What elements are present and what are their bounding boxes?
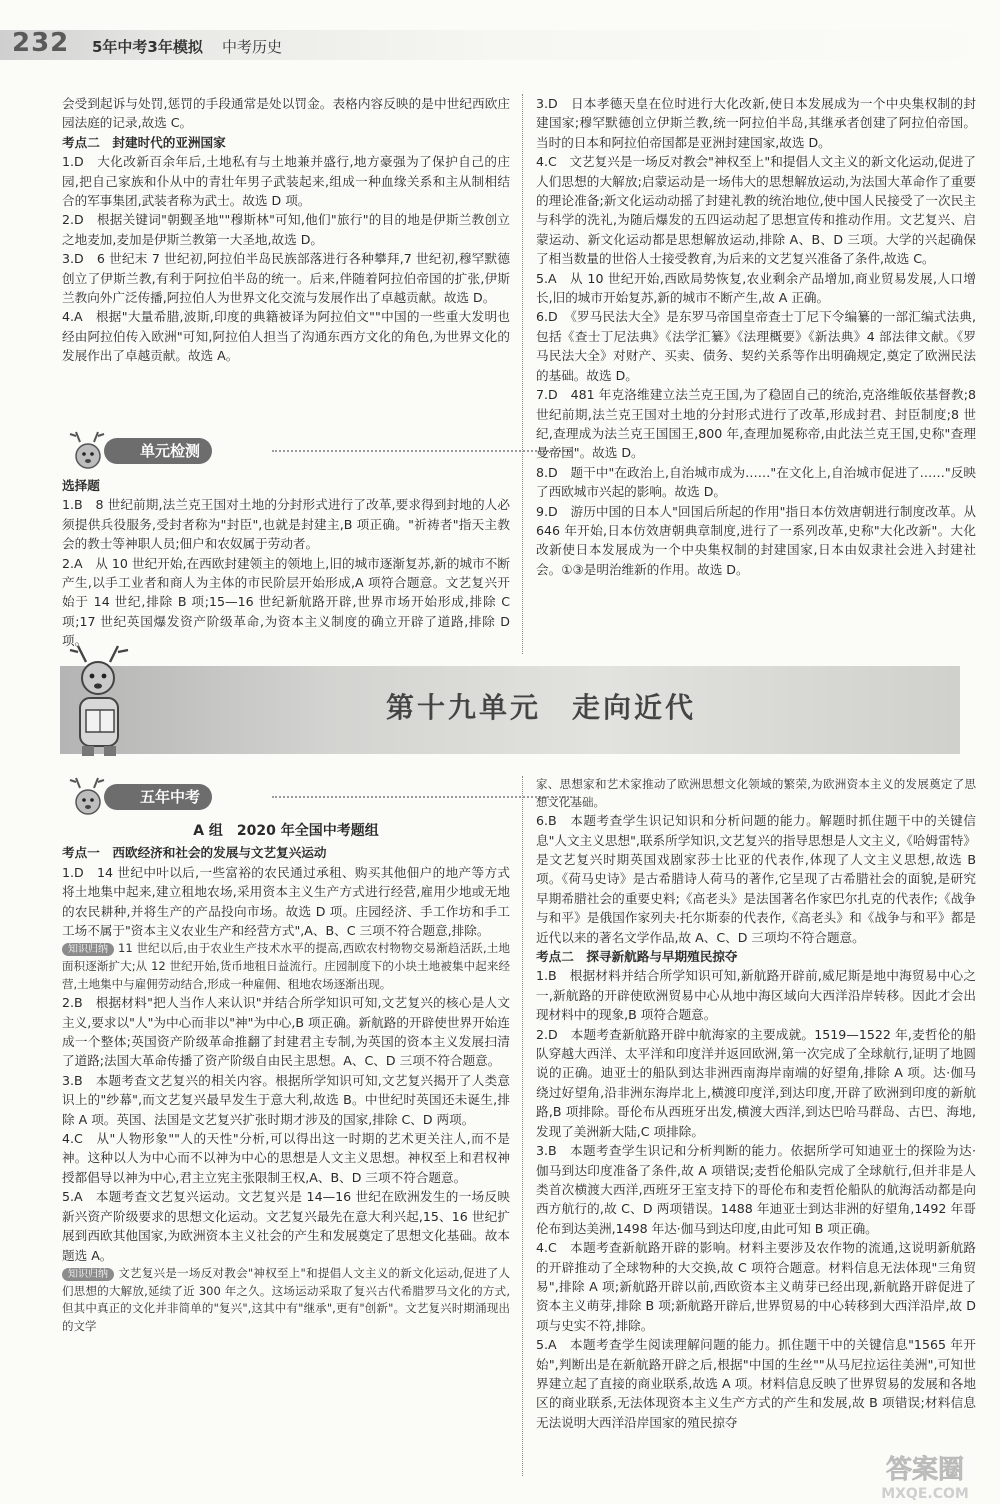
- answer-item: 5.A 本题考查学生阅读理解问题的能力。抓住题干中的关键信息"1565 年开始",判断出是在新航路开辟之后,根据"中国的生丝""从马尼拉运往美洲",可知世界建立起了直接的商业联系,故选 A 项。材料信息反映了世界贸易的发展和各地区的商业联系,无法体现资本主义生产方式的产生和发展,故 B 项错误;材料信息无法说明大西洋沿岸国家的殖民掠夺: [536, 1337, 976, 1430]
- answer-item: 4.C 本题考查新航路开辟的影响。材料主要涉及农作物的流通,这说明新航路的开辟推动了全球物种的大交换,故 C 项符合题意。材料信息无法体现"三角贸易",排除 A 项;新航路开辟以前,西欧资本主义萌芽已经出现,新航路开辟促进了资本主义萌芽,排除 B 项;新航路开辟后,世界贸易的中心转移到大西洋沿岸,故 D 项与史实不符,排除。: [536, 1240, 976, 1333]
- section-heading: 考点二 探寻新航路与早期殖民掠夺: [536, 949, 738, 965]
- unit-test-banner: [62, 430, 512, 474]
- book-subject: 中考历史: [222, 38, 283, 56]
- answer-item: 6.D 《罗马民法大全》是东罗马帝国皇帝查士丁尼下令编纂的一部汇编式法典,包括《查士丁尼法典》《法学汇纂》《法理概要》《新法典》4 部法律文献。《罗马民法大全》对财产、买卖、债务、契约关系等作出明确规定,奠定了欧洲民法的基础。故选 D。: [536, 309, 976, 383]
- note-tag: 知识归纳: [62, 1268, 114, 1281]
- answer-item: 5.A 从 10 世纪开始,西欧局势恢复,农业剩余产品增加,商业贸易发展,人口增长,旧的城市开始复苏,新的城市不断产生,故 A 正确。: [536, 270, 976, 306]
- unit-test-answers: [62, 476, 510, 651]
- reindeer-reading-icon: [66, 644, 136, 764]
- section-heading: 选择题: [62, 478, 100, 493]
- right-column-bottom: [536, 776, 976, 1432]
- column-divider: [522, 776, 523, 1476]
- answer-item: 4.C 从"人物形象""人的天性"分析,可以得出这一时期的艺术更关注人,而不是神。这种以人为中心而不以神为中心的思想是人文主义思想。神权至上和君权神授都倡导以神为中心,君主立宪主张限制王权,A、B、D 三项不符合题意。: [62, 1131, 510, 1185]
- book-brand: 5年中考3年模拟: [92, 38, 203, 56]
- answer-item: 2.D 根据关键词"朝觐圣地""穆斯林"可知,他们"旅行"的目的地是伊斯兰教创立之地麦加,麦加是伊斯兰教第一大圣地,故选 D。: [62, 212, 510, 247]
- knowledge-note: [536, 776, 976, 811]
- answer-item: 5.A 本题考查文艺复兴运动。文艺复兴是 14—16 世纪在欧洲发生的一场反映新兴资产阶级要求的思想文化运动。文艺复兴最先在意大利兴起,15、16 世纪扩展到西欧其他国家,为欧洲资本主义社会的产生和发展奠定了思想文化基础。故本题选 A。: [62, 1189, 510, 1263]
- left-column-bottom: [62, 818, 510, 1335]
- answer-item: 1.D 14 世纪中叶以后,一些富裕的农民通过承租、购买其他佃户的地产等方式将土地集中起来,建立租地农场,采用资本主义生产方式进行经营,雇用少地或无地的农民耕种,并将生产的产品投向市场。故选 D 项。庄园经济、手工作坊和手工工场不属于"资本主义农业生产和经营方式",A、B、C 三项不符合题意,排除。: [62, 864, 510, 939]
- answer-item: 4.A 根据"大量希腊,波斯,印度的典籍被译为阿拉伯文""中国的一些重大发明也经由阿拉伯传入欧洲"可知,阿拉伯人担当了沟通东西方文化的角色,为世界文化的发展作出了卓越贡献。故选 A。: [62, 309, 510, 364]
- section-heading: 考点二 封建时代的亚洲国家: [62, 134, 226, 150]
- watermark-logo-icon: [855, 1448, 995, 1502]
- banner-dotted-rule: [272, 450, 572, 452]
- right-column-top: [536, 94, 976, 579]
- banner-dotted-rule: [272, 796, 572, 798]
- knowledge-note: [62, 1265, 510, 1335]
- five-year-answers: [62, 843, 510, 1335]
- unit-title: 第十九单元 走向近代: [386, 691, 697, 724]
- knowledge-note: [62, 940, 510, 993]
- answer-item: 2.D 本题考查新航路开辟中航海家的主要成就。1519—1522 年,麦哲伦的船队穿越大西洋、太平洋和印度洋并返回欧洲,第一次完成了全球航行,证明了地圆说的正确。迪亚士的船队到达非洲西南海岸南端的好望角,排除 A 项。达·伽马绕过好望角,沿非洲东海岸北上,横渡印度洋,到达印度,开辟了欧洲到印度的新航路,B 项排除。哥伦布从西班牙出发,横渡大西洋,到达巴哈马群岛、古巴、海地,发现了美洲新大陆,C 项排除。: [536, 1026, 976, 1139]
- note-text: 文艺复兴是一场反对教会"神权至上"和提倡人文主义的新文化运动,促进了人们思想的大解放,延续了近 300 年之久。这场运动采取了复兴古代希腊罗马文化的方式,但其中真正的文化并非简单的"复兴",这其中有"继承",更有"创新"。文艺复兴时期涌现出的文学: [62, 1265, 510, 1333]
- note-text: 家、思想家和艺术家推动了欧洲思想文化领域的繁荣,为欧洲资本主义的发展奠定了思想文化基础。: [536, 777, 976, 809]
- svg-text:MXQE.COM: MXQE.COM: [881, 1486, 969, 1502]
- five-year-banner: [62, 776, 512, 820]
- left-column-top: [62, 94, 510, 366]
- answer-item: 3.D 日本孝德天皇在位时进行大化改新,使日本发展成为一个中央集权制的封建国家;穆罕默德创立伊斯兰教,统一阿拉伯半岛,其继承者创建了阿拉伯帝国。当时的日本和阿拉伯帝国都是亚洲封建国家,故选 D。: [536, 96, 976, 150]
- answer-item: 4.C 文艺复兴是一场反对教会"神权至上"和提倡人文主义的新文化运动,促进了人们思想的大解放;启蒙运动是一场伟大的思想解放运动,为法国大革命作了重要的理论准备;新文化运动动摇了封建礼教的统治地位,使中国人民接受了一次民主与科学的洗礼,为随后爆发的五四运动起了思想宣传和推动作用。文艺复兴、启蒙运动、新文化运动都是思想解放运动,排除 A、B、D 三项。大学的兴起确保了相当数量的世俗人士接受教育,为后来的文艺复兴准备了条件,故选 C。: [536, 154, 976, 267]
- answer-item: 2.A 从 10 世纪开始,在西欧封建领主的领地上,旧的城市逐渐复苏,新的城市不断产生,以手工业者和商人为主体的市民阶层开始形成,A 项符合题意。文艺复兴开始于 14 世纪,排除 B 项;15—16 世纪新航路开辟,世界市场开始形成,排除 C 项;17 世纪英国爆发资产阶级革命,为资本主义制度的确立开辟了道路,排除 D 项。: [62, 555, 510, 649]
- svg-text:答案圈: 答案圈: [885, 1455, 965, 1485]
- answer-item: 2.B 根据材料"把人当作人来认识"并结合所学知识可知,文艺复兴的核心是人文主义,要求以"人"为中心而非以"神"为中心,B 项正确。新航路的开辟使世界开始连成一个整体;英国资产阶级革命推翻了封建君主专制,为英国的资本主义发展扫清了道路;法国大革命传播了资产阶级自由民主思想。A、C、D 三项不符合题意。: [62, 995, 510, 1069]
- answer-item: 会受到起诉与处罚,惩罚的手段通常是处以罚金。表格内容反映的是中世纪西欧庄园法庭的记录,故选 C。: [62, 96, 510, 131]
- note-text: 11 世纪以后,由于农业生产技术水平的提高,西欧农村物物交易渐趋活跃,土地面积逐渐扩大;从 12 世纪开始,货币地租日益流行。庄园制度下的小块土地被集中起来经营,土地集中与雇佣劳动结合,形成一种雇佣、租地农场逐渐出现。: [62, 941, 510, 991]
- page-number: 232: [12, 28, 70, 58]
- answer-item: 3.B 本题考查学生识记和分析判断的能力。依据所学可知迪亚士的探险为达·伽马到达印度准备了条件,故 A 项错误;麦哲伦船队完成了全球航行,但并非是人类首次横渡大西洋,西班牙王室支持下的哥伦布和麦哲伦船队的航海活动都是向西方航行的,故 C、D 两项错误。1488 年迪亚士到达非洲的好望角,1492 年哥伦布到达美洲,1498 年达·伽马到达印度,由此可知 B 项正确。: [536, 1143, 976, 1236]
- answer-item: 9.D 游历中国的日本人"回国后所起的作用"指日本仿效唐朝进行制度改革。从 646 年开始,日本仿效唐朝典章制度,进行了一系列改革,史称"大化改新"。大化改新使日本发展成为一个中央集权制的封建国家,日本由奴隶社会进入封建社会。①③是明治维新的作用。故选 D。: [536, 503, 976, 577]
- five-year-label: 五年中考: [104, 784, 212, 810]
- note-tag: 知识归纳: [62, 943, 114, 956]
- answer-item: 7.D 481 年克洛维建立法兰克王国,为了稳固自己的统治,克洛维皈依基督教;8 世纪前期,法兰克王国对土地的分封形式进行了改革,形成封君、封臣制度;8 世纪,查理成为法兰克王国国王,800 年,查理加冕称帝,由此法兰克王国,史称"查理曼帝国"。故选 D。: [536, 387, 976, 461]
- answer-item: 6.B 本题考查学生识记知识和分析问题的能力。解题时抓住题干中的关键信息"人文主义思想",联系所学知识,文艺复兴的指导思想是人文主义,《哈姆雷特》是文艺复兴时期英国戏剧家莎士比亚的代表作,体现了人文主义思想,故选 B 项。《荷马史诗》是古希腊诗人荷马的著作,它呈现了古希腊社会的面貌,是研究早期希腊社会的重要史料;《高老头》是法国著名作家巴尔扎克的代表作;《战争与和平》是俄国作家列夫·托尔斯泰的代表作,《高老头》和《战争与和平》都是近代以来的著名文学作品,故 A、C、D 三项均不符合题意。: [536, 813, 976, 945]
- reindeer-mascot-icon: [62, 776, 110, 820]
- answer-item: 3.D 6 世纪末 7 世纪初,阿拉伯半岛民族部落进行各种攀拜,7 世纪初,穆罕默德创立了伊斯兰教,有利于阿拉伯半岛的统一。后来,伴随着阿拉伯帝国的扩张,伊斯兰教向外广泛传播,阿拉伯人为世界文化交流与发展作出了卓越贡献。故选 D。: [62, 251, 510, 306]
- answer-item: 8.D 题干中"在政治上,自治城市成为……"在文化上,自治城市促进了……"反映了西欧城市兴起的影响。故选 D。: [536, 464, 976, 500]
- unit-test-label: 单元检测: [104, 438, 212, 464]
- answer-item: 3.B 本题考查文艺复兴的相关内容。根据所学知识可知,文艺复兴揭开了人类意识上的"纱幕",而文艺复兴最早发生于意大利,故选 B。中世纪时英国还未诞生,排除 A 项。英国、法国是文艺复兴扩张时期才涉及的国家,排除 C、D 两项。: [62, 1072, 510, 1127]
- column-divider: [522, 94, 523, 654]
- answer-item: 1.B 8 世纪前期,法兰克王国对土地的分封形式进行了改革,要求得到封地的人必须提供兵役服务,受封者称为"封臣",也就是封建主,B 项正确。"祈祷者"指天主教会的教士等神职人员;佃户和农奴属于劳动者。: [62, 497, 510, 552]
- group-title: A 组 2020 年全国中考题组: [193, 823, 379, 839]
- answer-item: 1.B 根据材料并结合所学知识可知,新航路开辟前,威尼斯是地中海贸易中心之一,新航路的开辟使欧洲贸易中心从地中海区域向大西洋沿岸转移。因此才会出现材料中的现象,B 项符合题意。: [536, 968, 976, 1023]
- section-heading: 考点一 西欧经济和社会的发展与文艺复兴运动: [62, 845, 327, 861]
- reindeer-mascot-icon: [62, 430, 110, 474]
- answer-item: 1.D 大化改新百余年后,土地私有与土地兼并盛行,地方豪强为了保护自己的庄园,把自己家族和仆从中的青壮年男子武装起来,组成一种血缘关系和主从制相结合的军事集团,武装者称为武士。故选 D 项。: [62, 154, 510, 209]
- page-header: [0, 0, 1000, 62]
